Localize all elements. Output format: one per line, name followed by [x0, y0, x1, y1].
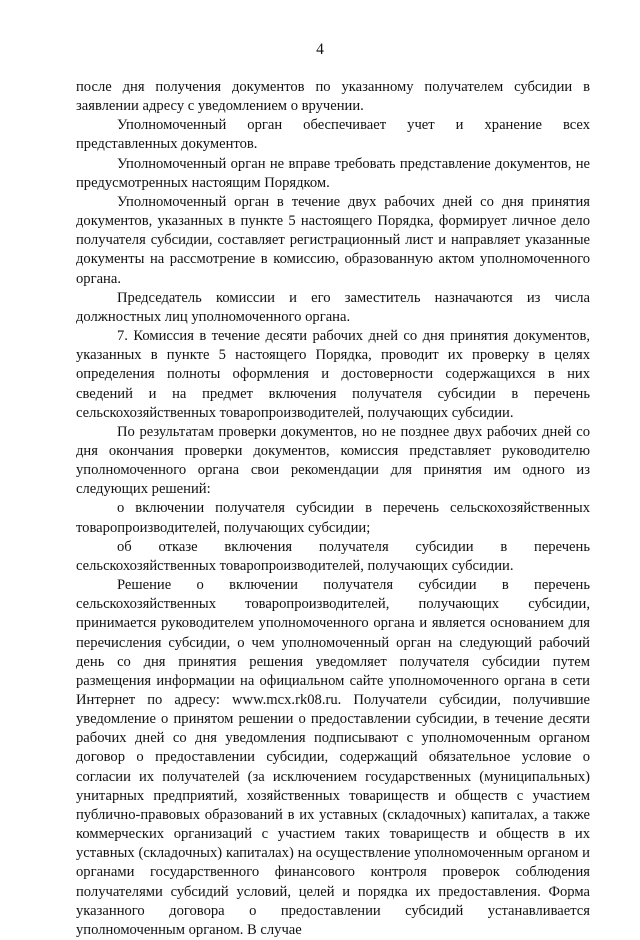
decision-option: об отказе включения получателя субсидии в перечень сельскохозяйственных товаропроизводителей, получающих субсидии. [76, 538, 590, 574]
paragraph: По результатам проверки документов, но не позднее двух рабочих дней со дня окончания проверки документов, комиссия представляет руководителю уполномоченного органа свои рекомендации для принятия им одного из следующих решений: [76, 423, 590, 498]
paragraph: Уполномоченный орган в течение двух рабочих дней со дня принятия документов, указанных в пункте 5 настоящего Порядка, формирует личное дело получателя субсидии, составляет регистрационный лист и направляет указанные документы на рассмотрение в комиссию, образованную актом уполномоченного органа. [76, 193, 590, 287]
paragraph: Председатель комиссии и его заместитель назначаются из числа должностных лиц уполномоченного органа. [76, 289, 590, 325]
paragraph: Уполномоченный орган обеспечивает учет и хранение всех представленных документов. [76, 117, 590, 153]
paragraph-continuation: после дня получения документов по указанному получателем субсидии в заявлении адресу с уведомлением о вручении. [76, 79, 590, 115]
body-text [76, 78, 590, 940]
decision-option: о включении получателя субсидии в перечень сельскохозяйственных товаропроизводителей, получающих субсидии; [76, 500, 590, 536]
paragraph: Решение о включении получателя субсидии в перечень сельскохозяйственных товаропроизводителей, получающих субсидии, принимается руководителем уполномоченного органа и является основанием для перечисления субсидии, о чем уполномоченный орган на следующий рабочий день со дня принятия решения уведомляет получателя субсидии путем размещения информации на официальном сайте уполномоченного органа в сети Интернет по адресу: www.mcx.rk08.ru. Получатели субсидии, получившие уведомление о принятом решении о предоставлении субсидии, в течение десяти рабочих дней со дня уведомления подписывают с уполномоченным органом договор о предоставлении субсидии, содержащий обязательное условие о согласии их получателей (за исключением государственных (муниципальных) унитарных предприятий, хозяйственных товариществ и обществ с участием публично-правовых образований в их уставных (складочных) капиталах, а также коммерческих организаций с участием таких товариществ и обществ в их уставных (складочных) капиталах) на осуществление уполномоченным органом и органами государственного финансового контроля проверок соблюдения получателями субсидий условий, целей и порядка их предоставления. Форма указанного договора о предоставлении субсидий устанавливается уполномоченным органом. В случае [76, 577, 590, 938]
paragraph-item-7: 7. Комиссия в течение десяти рабочих дней со дня принятия документов, указанных в пункте 5 настоящего Порядка, проводит их проверку в целях определения полноты оформления и достоверности содержащихся в них сведений и на предмет включения получателя субсидии в перечень сельскохозяйственных товаропроизводителей, получающих субсидии. [76, 328, 590, 421]
page-number: 4 [316, 41, 324, 58]
paragraph: Уполномоченный орган не вправе требовать представление документов, не предусмотренных настоящим Порядком. [76, 155, 590, 191]
